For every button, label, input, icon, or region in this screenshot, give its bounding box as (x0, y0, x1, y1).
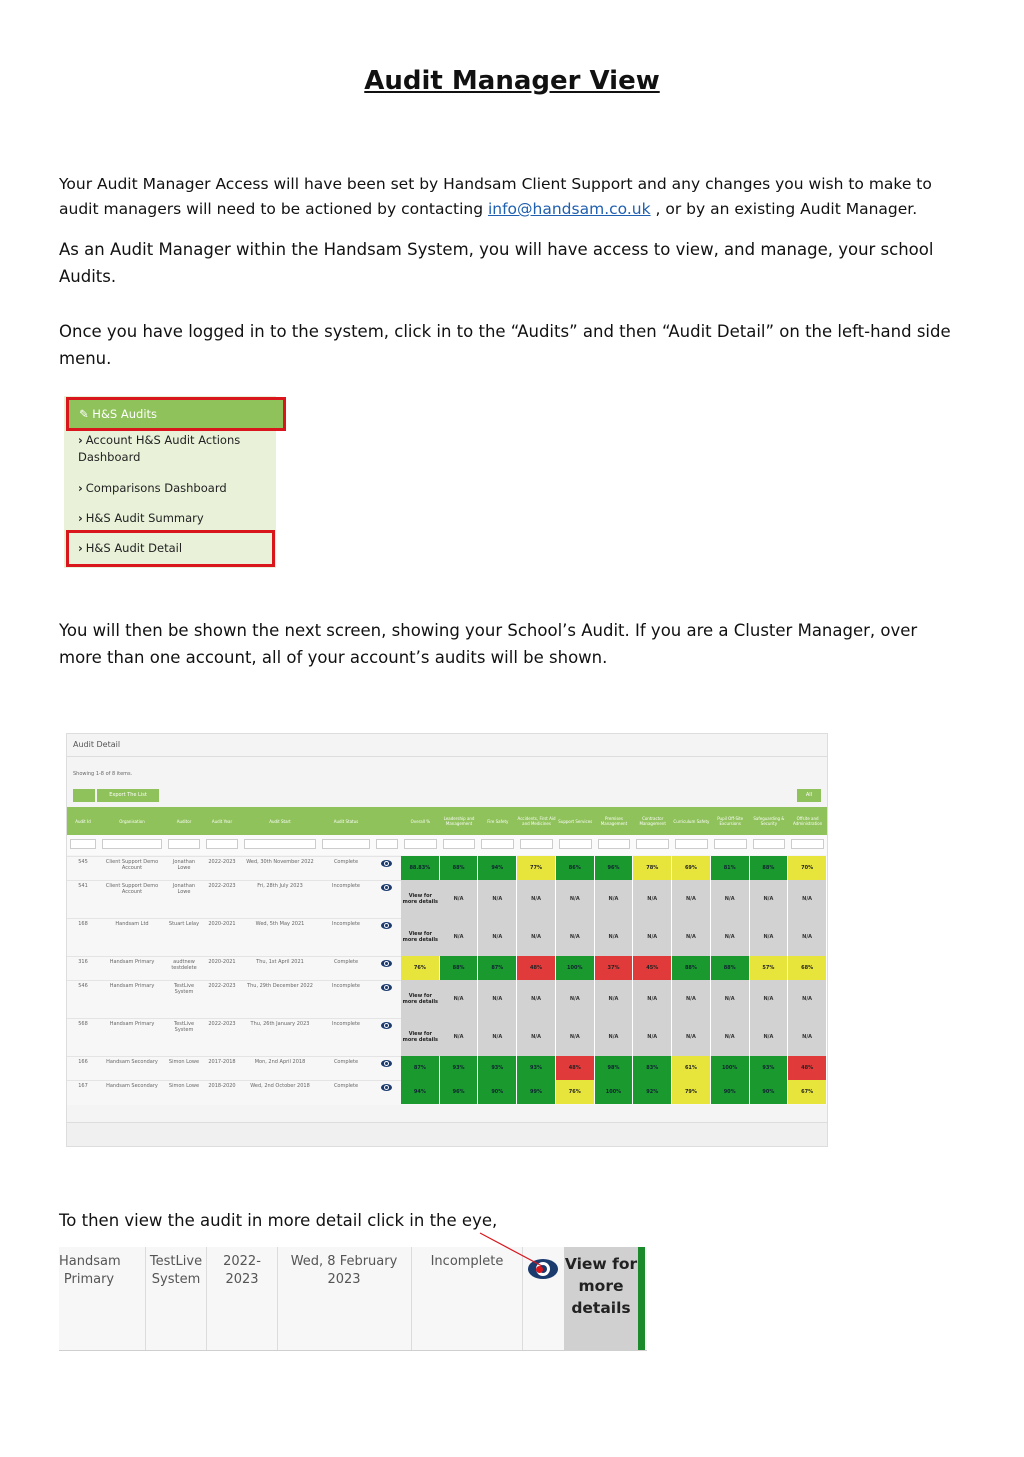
table-cell: Handsam Secondary (106, 1059, 158, 1065)
column-header[interactable]: Safeguarding & Security (753, 816, 785, 826)
score-cell: 93% (517, 1056, 556, 1080)
score-cell: 79% (672, 1080, 711, 1104)
score-cell: N/A (711, 880, 750, 918)
zoom-organisation: Handsam Primary (59, 1254, 121, 1287)
score-cell: N/A (517, 918, 556, 956)
score-cell: N/A (478, 980, 517, 1018)
score-cell: 90% (750, 1080, 789, 1104)
table-cell: Incomplete (332, 883, 360, 889)
next-screen-paragraph: You will then be shown the next screen, showing your School’s Audit. If you are a Cluster Manager, over more than one account, all of your account’s audits will be shown. (59, 621, 918, 667)
audit-detail-title: Audit Detail (73, 740, 121, 749)
score-cell: 96% (595, 856, 634, 880)
filter-input[interactable] (206, 839, 238, 849)
score-cell: N/A (672, 1018, 711, 1056)
score-cell: 99% (517, 1080, 556, 1104)
filter-input[interactable] (404, 839, 437, 849)
eye-icon[interactable] (381, 1060, 392, 1067)
intro-text: Your Audit Manager Access will have been set by Handsam Client Support and any changes you wish to make to audit managers will need to be actioned by contacting (59, 175, 932, 218)
score-cell: N/A (750, 880, 789, 918)
table-cell: 2020-2021 (208, 921, 236, 927)
score-cell: 100% (711, 1056, 750, 1080)
table-footer (67, 1122, 827, 1147)
score-cell: N/A (672, 918, 711, 956)
score-cell: 100% (556, 956, 595, 980)
table-cell: Wed, 5th May 2021 (255, 921, 305, 927)
chevron-right-icon: › (78, 481, 83, 495)
table-cell: Handsam Ltd (115, 921, 149, 927)
score-cell: N/A (556, 1018, 595, 1056)
table-cell: Mon, 2nd April 2018 (254, 1059, 306, 1065)
column-header[interactable]: Audit Status (333, 818, 359, 824)
menu-header-label: H&S Audits (92, 407, 158, 421)
pointer-dot (536, 1266, 543, 1273)
filter-input[interactable] (520, 839, 553, 849)
eye-icon[interactable] (381, 922, 392, 929)
view-details-cell[interactable]: View for more details (401, 880, 440, 918)
eye-icon[interactable] (381, 884, 392, 891)
column-header[interactable]: Overall % (410, 818, 431, 824)
table-cell: Handsam Primary (109, 1021, 155, 1027)
score-cell: 83% (633, 1056, 672, 1080)
score-cell: N/A (517, 980, 556, 1018)
filter-input[interactable] (559, 839, 592, 849)
table-cell: Complete (333, 959, 359, 965)
score-cell: N/A (440, 1018, 479, 1056)
grid-menu-button[interactable] (73, 789, 95, 802)
column-header[interactable]: Organisation (119, 818, 145, 824)
table-cell: 2022-2023 (208, 1021, 236, 1027)
divider (411, 1247, 412, 1350)
chevron-right-icon: › (78, 511, 83, 525)
eye-instruction-paragraph: To then view the audit in more detail click in the eye, (59, 1211, 498, 1230)
filter-input[interactable] (675, 839, 708, 849)
table-cell: 167 (78, 1083, 88, 1089)
score-cell: 48% (556, 1056, 595, 1080)
column-header[interactable]: Audit Year (211, 818, 233, 824)
score-cell: N/A (595, 1018, 634, 1056)
items-summary: Showing 1-8 of 8 items. (73, 771, 133, 777)
column-header[interactable]: Fire Safety (487, 818, 509, 824)
chevron-right-icon: › (78, 541, 83, 555)
divider (206, 1247, 207, 1350)
audit-detail-screenshot (66, 733, 828, 1147)
side-menu-screenshot (64, 396, 276, 568)
score-cell: N/A (517, 880, 556, 918)
column-header[interactable] (373, 807, 401, 835)
table-cell: Incomplete (332, 1021, 360, 1027)
filter-input[interactable] (714, 839, 747, 849)
table-cell: 168 (78, 921, 88, 927)
score-cell: N/A (517, 1018, 556, 1056)
table-cell: 541 (78, 883, 88, 889)
table-cell: Complete (333, 859, 359, 865)
score-cell: N/A (633, 918, 672, 956)
score-cell: 48% (517, 956, 556, 980)
score-cell: N/A (788, 980, 827, 1018)
score-cell: 88% (440, 856, 479, 880)
zoomed-audit-row (59, 1247, 647, 1351)
status-bar (638, 1247, 645, 1350)
table-cell: 545 (78, 859, 88, 865)
score-cell: N/A (633, 1018, 672, 1056)
score-cell: 77% (517, 856, 556, 880)
menu-item-label: Account H&S Audit Actions Dashboard (78, 433, 241, 464)
score-cell: 61% (672, 1056, 711, 1080)
export-button[interactable]: Export The List (97, 789, 159, 802)
eye-icon[interactable] (381, 960, 392, 967)
menu-item-account-actions[interactable] (78, 432, 268, 466)
score-cell: 69% (672, 856, 711, 880)
score-cell: 92% (633, 1080, 672, 1104)
filter-input[interactable] (376, 839, 398, 849)
table-cell: Incomplete (332, 983, 360, 989)
table-cell: Client Support Demo Account (105, 859, 159, 871)
eye-icon[interactable] (381, 1022, 392, 1029)
table-cell: Handsam Primary (109, 983, 155, 989)
page-title: Audit Manager View (364, 66, 660, 96)
score-cell: 48% (788, 1056, 827, 1080)
table-cell: Thu, 1st April 2021 (256, 959, 304, 965)
view-details-cell[interactable]: View for more details (564, 1247, 638, 1350)
score-cell: N/A (556, 918, 595, 956)
view-details-cell[interactable]: View for more details (401, 1018, 440, 1056)
table-cell: 2022-2023 (208, 859, 236, 865)
score-cell: 98% (595, 1056, 634, 1080)
score-cell: N/A (478, 880, 517, 918)
score-cell: N/A (595, 918, 634, 956)
filter-input[interactable] (244, 839, 316, 849)
filter-input[interactable] (791, 839, 824, 849)
menu-item-label: Comparisons Dashboard (85, 481, 227, 495)
table-cell: Thu, 26th January 2023 (250, 1021, 310, 1027)
table-cell: Handsam Primary (109, 959, 155, 965)
table-cell: 568 (78, 1021, 88, 1027)
score-cell: N/A (672, 880, 711, 918)
table-cell: Jonathan Lowe (172, 859, 196, 871)
column-header[interactable]: Auditor (176, 818, 192, 824)
score-cell: N/A (595, 880, 634, 918)
score-cell: N/A (633, 880, 672, 918)
table-cell: Wed, 30th November 2022 (246, 859, 314, 865)
highlight-box (66, 530, 275, 567)
filter-input[interactable] (753, 839, 786, 849)
score-cell: 88% (750, 856, 789, 880)
menu-header-hs-audits[interactable]: ✎ H&S Audits (66, 397, 286, 431)
view-details-cell[interactable]: View for more details (401, 918, 440, 956)
score-cell: 90% (478, 1080, 517, 1104)
divider (67, 756, 827, 757)
table-cell: TestLive System (173, 1021, 195, 1033)
filter-input[interactable] (102, 839, 162, 849)
table-cell: 2022-2023 (208, 883, 236, 889)
score-cell: N/A (556, 980, 595, 1018)
login-paragraph: Once you have logged in to the system, click in to the “Audits” and then “Audit Detail” on the left-hand side menu. (59, 322, 951, 368)
score-cell: 88% (672, 956, 711, 980)
table-cell: 2022-2023 (208, 983, 236, 989)
score-cell: 86% (556, 856, 595, 880)
chevron-right-icon: › (78, 433, 83, 447)
view-details-cell[interactable]: View for more details (401, 980, 440, 1018)
score-cell: N/A (711, 980, 750, 1018)
score-cell: 96% (440, 1080, 479, 1104)
score-cell: N/A (672, 980, 711, 1018)
score-cell: N/A (788, 1018, 827, 1056)
score-cell: N/A (750, 980, 789, 1018)
column-header[interactable]: Offsite and Administration (792, 816, 823, 826)
filter-input[interactable] (598, 839, 631, 849)
table-cell: TestLive System (173, 983, 195, 995)
score-cell: 70% (788, 856, 827, 880)
table-cell: audtnew testdelete (171, 959, 197, 971)
column-header[interactable]: Accidents, First Aid and Medicines (517, 816, 556, 826)
score-cell: 90% (711, 1080, 750, 1104)
table-cell: Complete (333, 1059, 359, 1065)
table-cell: Simon Lowe (168, 1083, 200, 1089)
table-cell: 2017-2018 (208, 1059, 236, 1065)
score-cell: 87% (478, 956, 517, 980)
column-header[interactable]: Curriculum Safety (673, 818, 710, 824)
support-email-link[interactable]: info@handsam.co.uk (487, 200, 651, 218)
score-cell: 78% (633, 856, 672, 880)
menu-item-label: H&S Audit Detail (85, 541, 183, 555)
score-cell: 68% (788, 956, 827, 980)
table-cell: Incomplete (332, 921, 360, 927)
score-cell: N/A (595, 980, 634, 1018)
score-cell: N/A (440, 918, 479, 956)
column-header[interactable]: Pupil Off-Site Excursions (717, 816, 744, 826)
filter-input[interactable] (322, 839, 370, 849)
score-cell: 57% (750, 956, 789, 980)
score-cell: N/A (478, 1018, 517, 1056)
score-cell: N/A (750, 918, 789, 956)
table-cell: Wed, 2nd October 2018 (250, 1083, 310, 1089)
column-header[interactable]: Contractor Management (639, 816, 666, 826)
score-cell: N/A (788, 880, 827, 918)
intro-paragraph (59, 172, 964, 222)
table-cell: Jonathan Lowe (172, 883, 196, 895)
table-cell: Thu, 29th December 2022 (247, 983, 313, 989)
score-cell: 93% (750, 1056, 789, 1080)
filter-input[interactable] (636, 839, 669, 849)
zoom-auditor: TestLive System (149, 1254, 203, 1287)
table-cell: 546 (78, 983, 88, 989)
score-cell: 81% (711, 856, 750, 880)
score-cell: 87% (401, 1056, 440, 1080)
score-cell: N/A (440, 880, 479, 918)
score-cell: 94% (478, 856, 517, 880)
table-cell: Complete (333, 1083, 359, 1089)
zoom-start-date: Wed, 8 February 2023 (290, 1254, 398, 1287)
column-header[interactable]: Leadership and Management (443, 816, 475, 826)
menu-item-audit-summary[interactable] (78, 510, 268, 527)
score-cell: N/A (750, 1018, 789, 1056)
score-cell: N/A (633, 980, 672, 1018)
score-cell: 93% (478, 1056, 517, 1080)
access-paragraph: As an Audit Manager within the Handsam System, you will have access to view, and manage, your school Audits. (59, 240, 934, 286)
score-cell: 93% (440, 1056, 479, 1080)
table-cell: Fri, 28th July 2023 (257, 883, 303, 889)
table-cell: 2020-2021 (208, 959, 236, 965)
divider (277, 1247, 278, 1350)
filter-input[interactable] (168, 839, 200, 849)
score-cell: 100% (595, 1080, 634, 1104)
score-cell: N/A (556, 880, 595, 918)
column-header[interactable]: Premises Management (600, 816, 628, 826)
score-cell: 45% (633, 956, 672, 980)
intro-text-end: , or by an existing Audit Manager. (650, 200, 918, 218)
table-cell: 316 (78, 959, 88, 965)
score-cell: 76% (556, 1080, 595, 1104)
column-header[interactable]: Audit Start (269, 818, 291, 824)
score-cell: N/A (711, 1018, 750, 1056)
column-header[interactable]: Audit Id (75, 818, 91, 824)
table-cell: Client Support Demo Account (105, 883, 159, 895)
table-cell: Handsam Secondary (106, 1083, 158, 1089)
score-cell: 67% (788, 1080, 827, 1104)
eye-icon[interactable] (381, 1084, 392, 1091)
zoom-year: 2022-2023 (223, 1254, 261, 1287)
score-cell: 37% (595, 956, 634, 980)
score-cell: 88% (440, 956, 479, 980)
table-cell: 166 (78, 1059, 88, 1065)
filter-input[interactable] (70, 839, 96, 849)
table-cell: Simon Lowe (168, 1059, 200, 1065)
score-cell: 76% (401, 956, 440, 980)
score-cell: 88.83% (401, 856, 440, 880)
filter-input[interactable] (481, 839, 514, 849)
score-cell: N/A (788, 918, 827, 956)
zoom-status: Incomplete (430, 1254, 504, 1269)
score-cell: N/A (478, 918, 517, 956)
eye-icon[interactable] (381, 860, 392, 867)
score-cell: N/A (440, 980, 479, 1018)
score-cell: 94% (401, 1080, 440, 1104)
filter-input[interactable] (443, 839, 476, 849)
table-cell: 2018-2020 (208, 1083, 236, 1089)
eye-icon[interactable] (381, 984, 392, 991)
menu-item-label: H&S Audit Summary (85, 511, 204, 525)
menu-item-comparisons[interactable] (78, 480, 268, 497)
divider (145, 1247, 146, 1350)
all-button[interactable]: All (797, 789, 821, 802)
score-cell: N/A (711, 918, 750, 956)
score-cell: 88% (711, 956, 750, 980)
table-cell: Stuart Lelay (168, 921, 200, 927)
column-header[interactable]: Support Services (558, 818, 593, 824)
